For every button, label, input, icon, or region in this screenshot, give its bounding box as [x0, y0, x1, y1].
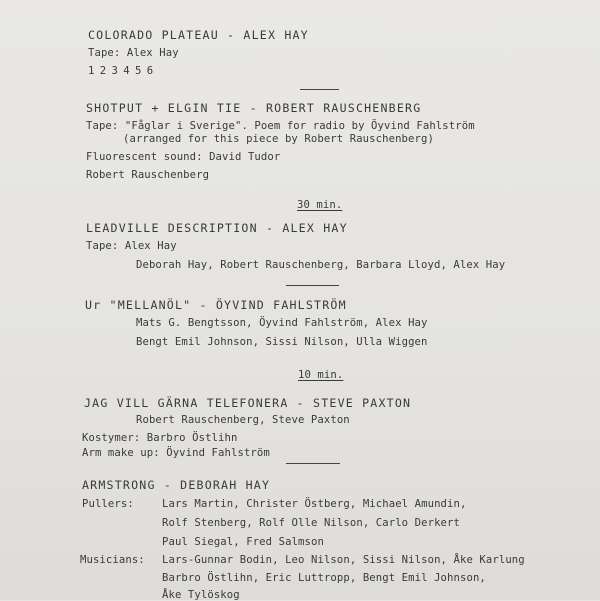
section-title-jag-vill-garna-telefonera: JAG VILL GÄRNA TELEFONERA - STEVE PAXTON [84, 396, 412, 410]
role-label-musicians: Musicians: [80, 554, 145, 566]
intermission-label: 10 min. [298, 369, 344, 381]
credit-line: Kostymer: Barbro Östlihn [82, 432, 238, 444]
credit-line: Tape: Alex Hay [86, 240, 177, 252]
credit-line: Robert Rauschenberg, Steve Paxton [136, 414, 350, 426]
section-title-mellanol: Ur "MELLANÖL" - ÖYVIND FAHLSTRÖM [85, 298, 347, 312]
section-divider [286, 285, 339, 286]
credit-line: Mats G. Bengtsson, Öyvind Fahlström, Alex Hay [136, 317, 428, 329]
credit-line: Lars-Gunnar Bodin, Leo Nilson, Sissi Nilson, Åke Karlung [162, 554, 525, 566]
credit-line: Lars Martin, Christer Östberg, Michael Amundin, [162, 498, 467, 510]
credit-line: Robert Rauschenberg [86, 169, 210, 181]
credit-line: Tape: Alex Hay [88, 47, 179, 59]
section-divider [286, 463, 340, 464]
credit-line: Barbro Östlihn, Eric Luttropp, Bengt Emil Johnson, [162, 572, 486, 584]
section-title-shotput-elgin-tie: SHOTPUT + ELGIN TIE - ROBERT RAUSCHENBERG [86, 101, 422, 115]
credit-line: Deborah Hay, Robert Rauschenberg, Barbara Lloyd, Alex Hay [136, 259, 506, 271]
credit-line: Arm make up: Öyvind Fahlström [82, 447, 270, 459]
section-title-armstrong: ARMSTRONG - DEBORAH HAY [82, 478, 271, 492]
section-title-colorado-plateau: COLORADO PLATEAU - ALEX HAY [88, 28, 309, 42]
role-label-pullers: Pullers: [82, 498, 134, 510]
credit-line: Åke Tylöskog [162, 589, 240, 601]
credit-line: (arranged for this piece by Robert Rauschenberg) [123, 133, 434, 145]
credit-line: Fluorescent sound: David Tudor [86, 151, 281, 163]
credit-line: Paul Siegal, Fred Salmson [162, 536, 324, 548]
section-title-leadville-description: LEADVILLE DESCRIPTION - ALEX HAY [86, 221, 348, 235]
credit-line: Rolf Stenberg, Rolf Olle Nilson, Carlo Derkert [162, 517, 460, 529]
section-divider [300, 89, 339, 90]
credit-line: Tape: "Fåglar i Sverige". Poem for radio by Öyvind Fahlström [86, 120, 475, 132]
intermission-label: 30 min. [297, 199, 343, 211]
credit-line: 1 2 3 4 5 6 [88, 65, 153, 77]
credit-line: Bengt Emil Johnson, Sissi Nilson, Ulla Wiggen [136, 336, 428, 348]
